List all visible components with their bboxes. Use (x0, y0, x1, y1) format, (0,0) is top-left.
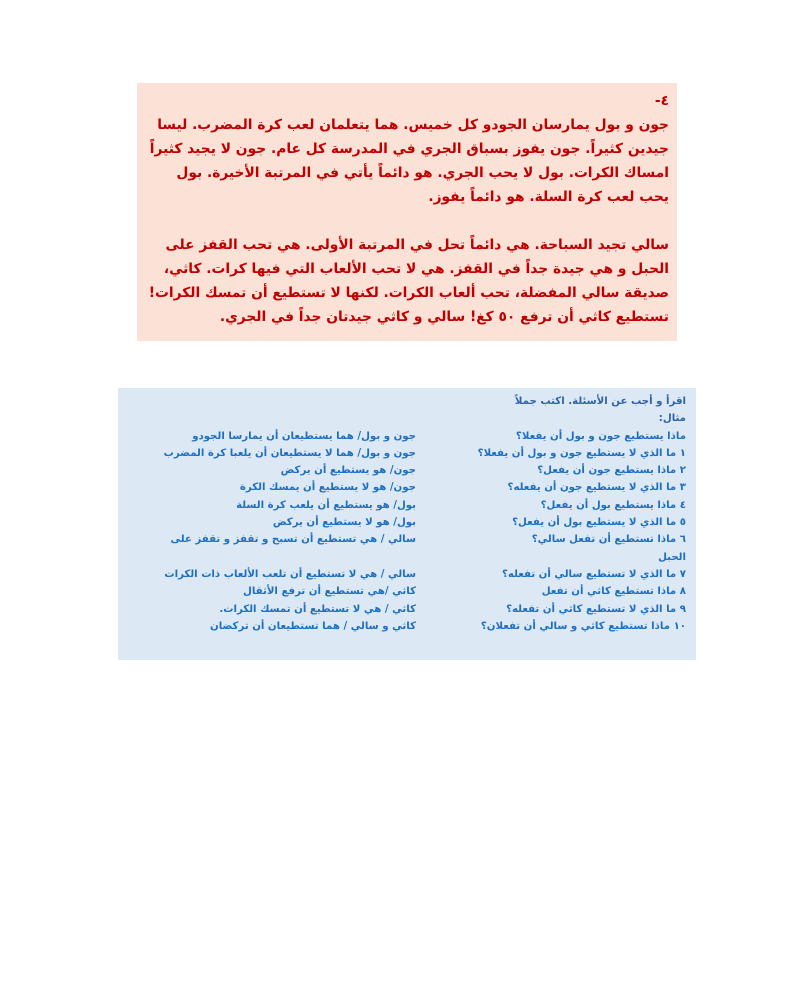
answer-text: بول/ هو لا يستطيع أن يركض (272, 517, 416, 529)
answer-text: سالي / هي تستطيع أن تسبح و تقفز و تقفز على (170, 534, 416, 546)
answer-text: سالي / هي لا تستطيع أن تلعب الألعاب ذات الكرات (164, 568, 416, 580)
qa-row-1 (128, 445, 686, 462)
paragraph-spacer (145, 209, 669, 233)
answer-text: جون و بول/ هما يستطيعان أن يمارسا الجودو (192, 430, 416, 442)
answer-wrap-word: الحبل (658, 551, 686, 563)
answer-text: كاثي /هي تستطيع أن ترفع الأثقال (243, 586, 416, 598)
question-text: ٦ ماذا تستطيع أن تفعل سالي؟ (531, 534, 686, 546)
example-label: مثال: (658, 413, 686, 425)
qa-row-7 (128, 566, 686, 583)
answer-text: كاثي / هي لا تستطيع أن تمسك الكرات. (219, 603, 416, 615)
qa-row-10 (128, 618, 686, 635)
reading-paragraph-1: جون و بول يمارسان الجودو كل خميس. هما يتعلمان لعب كرة المضرب. ليسا جيدين كثيراً. جون يفوز بسباق الجري في المدرسة كل عام. جون لا يجيد كثيراً امساك الكرات. بول لا يحب الجري. هو دائماً يأتي في المرتبة الأخيرة. بول يحب لعب كرة السلة. هو دائماً يفوز. (149, 117, 669, 205)
qa-row-2 (128, 462, 686, 479)
qa-row-3 (128, 479, 686, 496)
question-text: ٨ ماذا تستطيع كاثي أن تفعل (541, 586, 686, 598)
reading-passage-box (137, 83, 677, 341)
question-text: ٢ ماذا يستطيع جون أن يفعل؟ (537, 465, 686, 477)
qa-row-8 (128, 583, 686, 600)
qa-row-4 (128, 497, 686, 514)
questions-answers-box (118, 388, 696, 660)
answer-text: بول/ هو يستطيع أن يلعب كرة السلة (236, 499, 416, 511)
exercise-number: ٤- (654, 93, 669, 109)
answer-text: كاثي و سالي / هما تستطيعان أن تركضان (210, 620, 416, 632)
question-text: ٩ ما الذي لا تستطيع كاثي أن تفعله؟ (506, 603, 686, 615)
reading-paragraph-2: سالي تجيد السباحة. هي دائماً تحل في المرتبة الأولى. هي تحب القفز على الحبل و هي جيدة جداً في القفز. هي لا تحب الألعاب التي فيها كرات. كاثي، صديقة سالي المفضلة، تحب ألعاب الكرات. لكنها لا تستطيع أن تمسك الكرات! تستطيع كاثي أن ترفع ٥٠ كغ! سالي و كاثي جيدتان جداً في الجري. (148, 237, 669, 325)
answer-text: جون و بول/ هما لا يستطيعان أن يلعبا كرة المضرب (163, 447, 416, 459)
question-text: ١ ما الذي لا يستطيع جون و بول أن يفعلا؟ (477, 447, 686, 459)
instruction-text: اقرأ و أجب عن الأسئلة. اكتب جملاً (514, 396, 686, 407)
qa-row-9 (128, 601, 686, 618)
question-text: ماذا يستطيع جون و بول أن يفعلا؟ (515, 430, 686, 442)
question-text: ١٠ ماذا تستطيع كاثي و سالي أن تفعلان؟ (480, 620, 686, 632)
qa-row-example (128, 428, 686, 445)
question-text: ٤ ماذا يستطيع بول أن يفعل؟ (540, 499, 686, 511)
question-text: ٣ ما الذي لا يستطيع جون أن يفعله؟ (507, 482, 686, 494)
answer-text: جون/ هو يستطيع أن يركض (280, 465, 416, 477)
question-text: ٧ ما الذي لا تستطيع سالي أن تفعله؟ (501, 568, 686, 580)
question-text: ٥ ما الذي لا يستطيع بول أن يفعل؟ (512, 517, 686, 529)
answer-text: جون/ هو لا يستطيع أن يمسك الكرة (239, 482, 416, 494)
qa-row-5 (128, 514, 686, 531)
qa-row-6 (128, 531, 686, 548)
